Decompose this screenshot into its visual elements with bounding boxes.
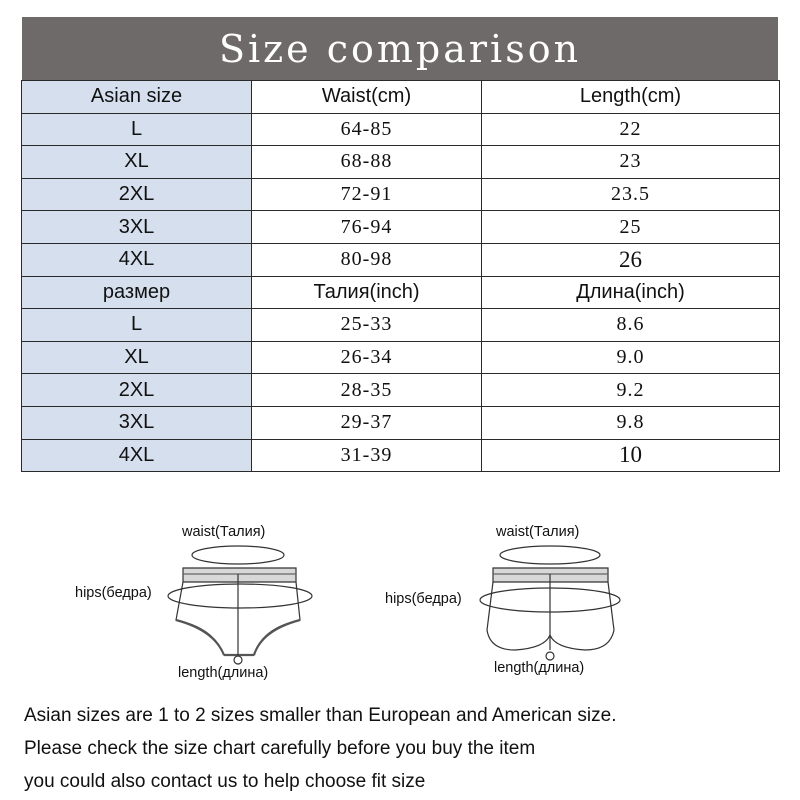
note-line: Please check the size chart carefully before you buy the item bbox=[24, 738, 536, 759]
size-cell: 2XL bbox=[22, 374, 252, 407]
length-cell: 25 bbox=[482, 211, 780, 244]
length-cell: 9.0 bbox=[482, 341, 780, 374]
table-row bbox=[22, 211, 780, 244]
waist-cell: 76-94 bbox=[252, 211, 482, 244]
waist-cell: 68-88 bbox=[252, 146, 482, 179]
table-header-row bbox=[22, 276, 780, 309]
table-row bbox=[22, 341, 780, 374]
size-table bbox=[21, 80, 780, 472]
length-cell: 23.5 bbox=[482, 178, 780, 211]
column-header: Asian size bbox=[22, 81, 252, 114]
boxers-diagram bbox=[385, 510, 800, 690]
size-notes bbox=[24, 699, 616, 798]
waist-cell: 31-39 bbox=[252, 439, 482, 472]
length-cell: 9.2 bbox=[482, 374, 780, 407]
table-row bbox=[22, 406, 780, 439]
column-header: Waist(cm) bbox=[252, 81, 482, 114]
hips-label: hips(бедра) bbox=[385, 591, 462, 607]
table-row bbox=[22, 178, 780, 211]
title-bar bbox=[22, 17, 778, 80]
size-cell: XL bbox=[22, 341, 252, 374]
size-cell: 3XL bbox=[22, 211, 252, 244]
size-cell: 3XL bbox=[22, 406, 252, 439]
page-title: Size comparison bbox=[218, 26, 582, 71]
length-cell: 22 bbox=[482, 113, 780, 146]
table-row bbox=[22, 146, 780, 179]
waist-label: waist(Талия) bbox=[182, 524, 266, 540]
waist-cell: 29-37 bbox=[252, 406, 482, 439]
column-header: Длина(inch) bbox=[482, 276, 780, 309]
table-row bbox=[22, 374, 780, 407]
size-cell: XL bbox=[22, 146, 252, 179]
table-row bbox=[22, 439, 780, 472]
table-row bbox=[22, 243, 780, 276]
waist-cell: 72-91 bbox=[252, 178, 482, 211]
column-header: размер bbox=[22, 276, 252, 309]
length-cell: 23 bbox=[482, 146, 780, 179]
table-row bbox=[22, 309, 780, 342]
waist-cell: 64-85 bbox=[252, 113, 482, 146]
length-label: length(длина) bbox=[178, 665, 269, 681]
table-header-row bbox=[22, 81, 780, 114]
column-header: Length(cm) bbox=[482, 81, 780, 114]
size-cell: L bbox=[22, 113, 252, 146]
waist-cell: 26-34 bbox=[252, 341, 482, 374]
waist-cell: 80-98 bbox=[252, 243, 482, 276]
size-cell: 2XL bbox=[22, 178, 252, 211]
note-line: you could also contact us to help choose fit size bbox=[24, 771, 426, 792]
column-header: Талия(inch) bbox=[252, 276, 482, 309]
size-cell: L bbox=[22, 309, 252, 342]
size-cell: 4XL bbox=[22, 243, 252, 276]
length-label: length(длина) bbox=[494, 660, 585, 676]
size-cell: 4XL bbox=[22, 439, 252, 472]
length-cell: 10 bbox=[482, 439, 780, 472]
waist-label: waist(Талия) bbox=[496, 524, 580, 540]
length-cell: 26 bbox=[482, 243, 780, 276]
table-row bbox=[22, 113, 780, 146]
length-cell: 8.6 bbox=[482, 309, 780, 342]
waist-cell: 28-35 bbox=[252, 374, 482, 407]
length-cell: 9.8 bbox=[482, 406, 780, 439]
hips-label: hips(бедра) bbox=[75, 585, 152, 601]
briefs-diagram bbox=[0, 510, 400, 690]
note-line: Asian sizes are 1 to 2 sizes smaller than European and American size. bbox=[24, 705, 617, 726]
waist-cell: 25-33 bbox=[252, 309, 482, 342]
